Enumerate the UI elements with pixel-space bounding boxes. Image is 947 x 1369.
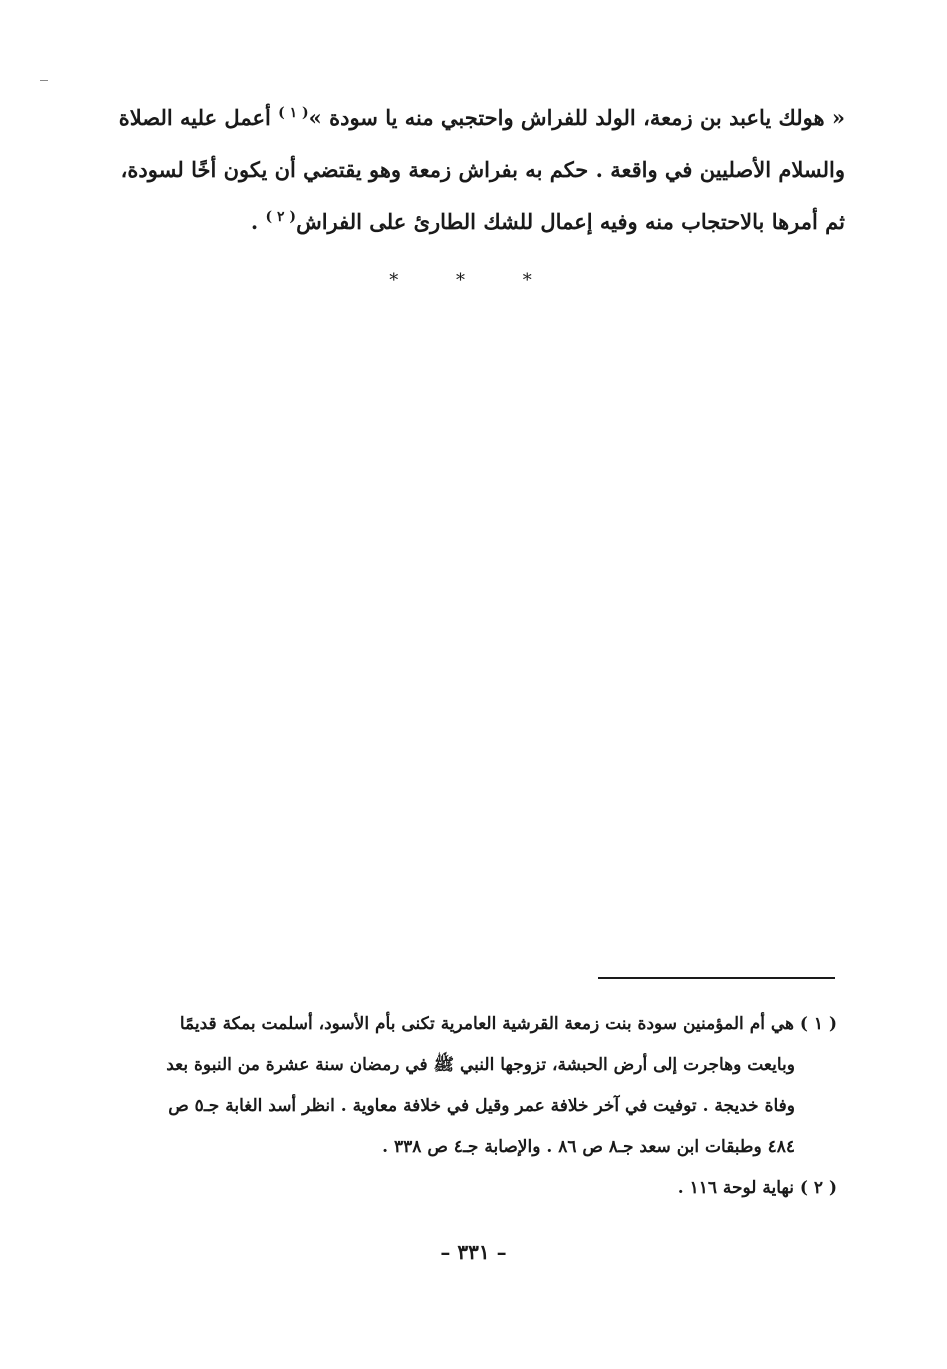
- main-line-2: والسلام الأصليين في واقعة . حكم به بفراش زمعة وهو يقتضي أن يكون أخًا لسودة،: [120, 157, 845, 182]
- footnote-ref-2[interactable]: ( ٢ ): [265, 209, 297, 225]
- footnote-ref-1[interactable]: ( ١ ): [278, 105, 309, 121]
- footnotes: [92, 1004, 837, 1209]
- main-line-3-end: .: [250, 209, 266, 234]
- footnote-1-line-4: ٤٨٤ وطبقات ابن سعد جـ٨ ص ٨٦ . والإصابة جـ٤ ص ٣٣٨ .: [382, 1137, 795, 1157]
- page-number: – ٣٣١ –: [440, 1240, 507, 1264]
- scan-mark: [40, 80, 48, 81]
- main-line-1: [100, 92, 845, 144]
- main-line-3: [100, 196, 845, 248]
- footnote-1-line-1: ( ١ ) هي أم المؤمنين سودة بنت زمعة القرشية العامرية تكنى بأم الأسود، أسلمت بمكة قديمًا: [179, 1014, 837, 1034]
- main-body-text: [100, 92, 845, 248]
- footnote-1-line-3: وفاة خديجة . توفيت في آخر خلافة عمر وقيل في خلافة معاوية . انظر أسد الغابة جـ٥ ص: [168, 1096, 795, 1116]
- main-line-1-text: « هولك ياعبد بن زمعة، الولد للفراش واحتجبي منه يا سودة »: [308, 105, 845, 130]
- footnote-2: ( ٢ ) نهاية لوحة ١١٦ .: [677, 1178, 837, 1198]
- section-separator: * * *: [389, 270, 558, 291]
- main-line-3-text: ثم أمرها بالاحتجاب منه وفيه إعمال للشك الطارئ على الفراش: [296, 209, 845, 234]
- footnote-1-line-2: وبايعت وهاجرت إلى أرض الحبشة، تزوجها النبي ﷺ في رمضان سنة عشرة من النبوة بعد: [166, 1055, 795, 1075]
- main-line-1-tail: أعمل عليه الصلاة: [118, 105, 279, 130]
- footnote-divider: [598, 977, 835, 979]
